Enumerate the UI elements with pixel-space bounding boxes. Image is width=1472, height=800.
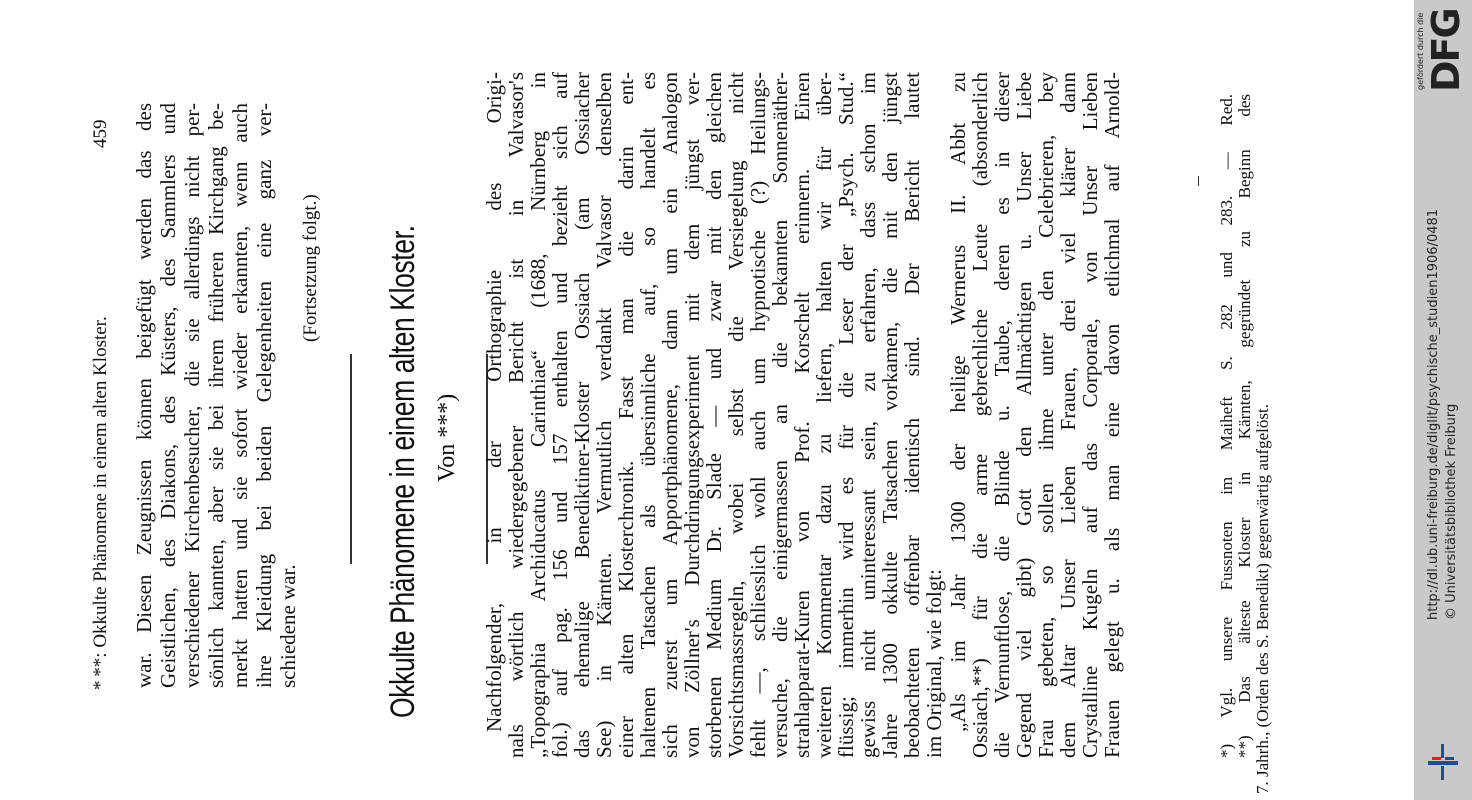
library-sidebar [1414,0,1472,800]
section-divider [350,354,352,564]
running-head [90,90,118,690]
text-line: Vorsichtsmassregeln, wobei selbst die Versiegelung nicht [724,72,748,758]
text-line: im Original, wie folgt: [922,569,946,758]
footnotes [1218,94,1288,794]
text-line: Ossiach,**) für die arme gebrechliche Leute (absonderlich [968,72,992,758]
text-line: dem Altar Unser Lieben Frauen, drei viel klärer dann [1056,72,1080,758]
text-line: Frauen gelegt u. als man eine davon etlichmal auf Arnold- [1100,72,1124,758]
copyright-notice: © Universitätsbibliothek Freiburg [1444,403,1459,620]
text-line: ihre Kleidung bei beiden Gelegenheiten eine ganz ver- [252,103,276,688]
article-title: Okkulte Phänomene in einem alten Kloster. [384,225,422,718]
footnote-line: 7. Jahrh., (Orden des S. Benedikt) gegenwärtig aufgelöst. [1253,404,1272,794]
text-line: sich zuerst um Apportphänomene, dann um ein Analogon [658,72,682,758]
text-line: „Als im Jahr 1300 der heilige Wernerus II. Abbt zu [946,72,970,732]
text-line: flüssig; immerhin wird es für die Leser der „Psych. Stud.“ [834,72,858,758]
continued-note: (Fortsetzung folgt.) [300,194,321,342]
footnote-divider [1198,176,1199,186]
footnote-line: **) Das älteste Kloster in Kärnten, gegründet zu Beginn des [1235,94,1254,758]
funder-caption: gefördert durch die [1416,12,1425,90]
text-line: fol.) auf pag. 156 und 157 enthalten und bezieht sich auf [548,72,572,758]
page-number: 459 [90,119,111,148]
text-line: war. Diesen Zeugnissen können beigefügt werden das des [132,103,156,688]
text-line: Frau gebeten, so sollen ihme unter den Celebrieren, bey [1034,72,1058,758]
continuation-text [134,103,314,688]
text-line: versuche, die einigermassen an die bekannten Sonnenäther- [768,72,792,758]
dfg-logo: DFG [1424,9,1468,92]
text-line: merkt hatten und sie sofort wieder erkannten, wenn auch [228,103,252,688]
footnote-line: *) Vgl. unsere Fussnoten im Maiheft S. 282 und 283. — Red. [1217,94,1236,758]
text-line: gewiss nicht uninteressant sein, zu erfahren, dass schon im [856,72,880,758]
text-line: See) in Kärnten. Vermutlich verdankt Valvasor denselben [592,72,616,758]
text-line: Geistlichen, des Diakons, des Küsters, des Sammlers und [156,103,180,688]
text-line: Jahre 1300 okkulte Tatsachen vorkamen, die mit den jüngst [878,72,902,758]
digital-library-logo-icon [1426,742,1460,782]
article-paragraph [484,72,1004,758]
text-line: Nachfolgender, in der Orthographie des Origi- [482,72,506,732]
text-line: schiedene war. [276,564,300,688]
text-line: das ehemalige Benediktiner-Kloster Ossiach (am Ossiacher [570,72,594,758]
text-line: nals wörtlich wiedergegebener Bericht ist in Valvasor's [504,72,528,758]
text-line: sönlich kannten, aber sie bei ihrem früheren Kirchgang be- [204,103,228,688]
running-head-title: * **: Okkulte Phänomene in einem alten Kloster. [90,316,111,690]
text-line: verschiedener Kirchenbesucher, die sie allerdings nicht per- [180,103,204,688]
text-line: „Topographia Archiducatus Carinthiae“ (1688, Nürnberg in [526,72,550,758]
text-line: Gegend viel gibt) Gott den Allmächtigen u. Unser Liebe [1012,72,1036,758]
article-paragraph [948,72,1148,758]
byline: Von ***) [434,393,460,482]
text-line: fehlt —, schliesslich wohl auch um hypnotische (?) Heilungs- [746,72,770,758]
text-line: Crystalline Kugeln auf das Corporale, von Unser Lieben [1078,72,1102,758]
text-line: strahlapparat-Kuren von Prof. Korschelt erinnern. Einen [790,72,814,758]
text-line: von Zöllner's Durchdringungsexperiment mit dem jüngst ver- [680,72,704,758]
source-url-link[interactable]: http://dl.ub.uni-freiburg.de/diglit/psychische_studien1906/0481 [1426,208,1441,620]
library-sidebar-content [1414,0,1472,800]
text-line: beobachteten offenbar identisch sind. Der Bericht lautet [900,72,924,758]
text-line: die Vernunftlose, die Blinde u. Taube, deren es in dieser [990,72,1014,758]
text-line: storbenen Medium Dr. Slade — und zwar mit den gleichen [702,72,726,758]
text-line: weiteren Kommentar dazu zu liefern, halten wir für über- [812,72,836,758]
text-line: haltenen Tatsachen als übersinnliche auf, so handelt es [636,72,660,758]
text-line: einer alten Klosterchronik. Fasst man die darin ent- [614,72,638,758]
